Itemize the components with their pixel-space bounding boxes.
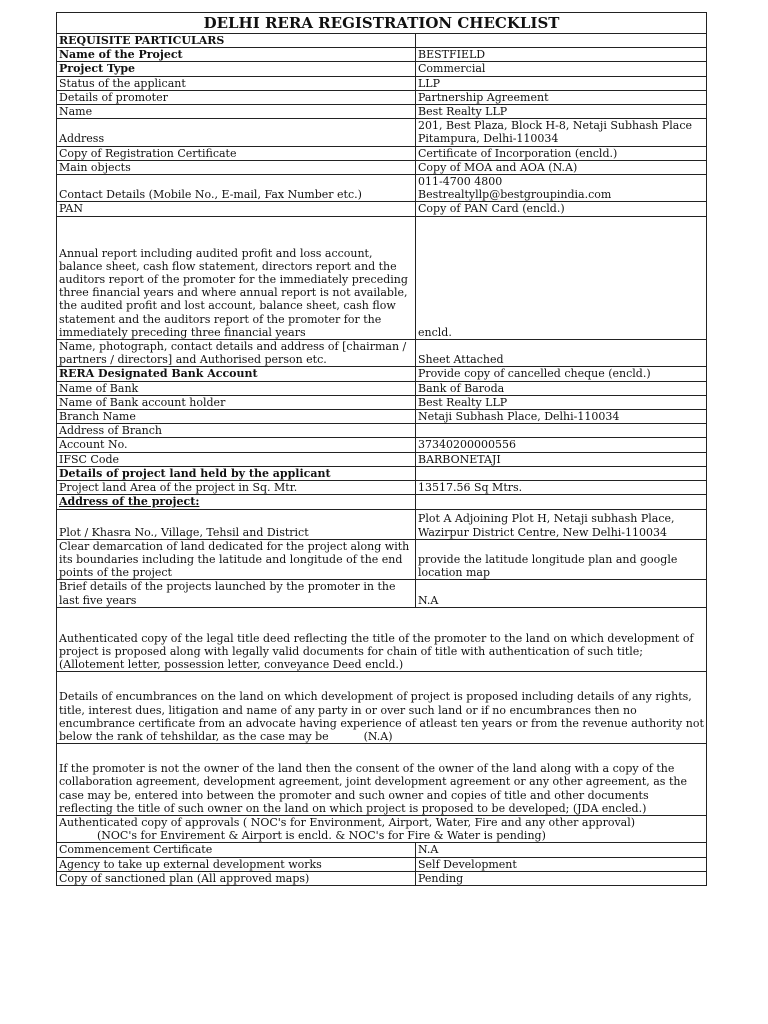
bottom-value: Self Development [416,857,707,871]
section-header: REQUISITE PARTICULARS [57,34,416,48]
address-value: 201, Best Plaza, Block H-8, Netaji Subhash Place Pitampura, Delhi-110034 [416,119,707,146]
pan-label: PAN [57,202,416,216]
annual-report-value: encld. [416,216,707,339]
bottom-label: Commencement Certificate [57,843,416,857]
demarcation-label: Clear demarcation of land dedicated for the project along with its boundaries including the latitude and longitude of the end points of the project [57,539,416,580]
contact-value [416,175,707,202]
contact-label: Contact Details (Mobile No., E-mail, Fax Number etc.) [57,175,416,202]
bank-header-label: RERA Designated Bank Account [57,367,416,381]
row-label: Status of the applicant [57,76,416,90]
row-value: Partnership Agreement [416,90,707,104]
checklist-sheet [56,12,706,886]
main-objects-label: Main objects [57,160,416,174]
checklist-table [56,12,707,886]
address-of-project-header: Address of the project: [57,495,416,509]
row-value: BESTFIELD [416,48,707,62]
land-area-label: Project land Area of the project in Sq. Mtr. [57,481,416,495]
bottom-value: N.A [416,843,707,857]
bank-value: 37340200000556 [416,438,707,452]
bottom-value: Pending [416,871,707,885]
row-value: Commercial [416,62,707,76]
demarcation-value: provide the latitude longitude plan and google location map [416,539,707,580]
brief-label: Brief details of the projects launched by the promoter in the last five years [57,580,416,607]
chairman-label: Name, photograph, contact details and address of [chairman / partners / directors] and Authorised person etc. [57,340,416,367]
brief-value: N.A [416,580,707,607]
bank-value: Netaji Subhash Place, Delhi-110034 [416,410,707,424]
consent-text: If the promoter is not the owner of the land then the consent of the owner of the land along with a copy of the collaboration agreement, development agreement, joint development agreement or any other agreement, as the case may be, entered into between the promoter and such owner and copies of title and other documents reflecting the title of such owner on the land on which project is proposed to be developed; (JDA encled.) [57,744,707,816]
approvals-line1: Authenticated copy of approvals ( NOC's for Environment, Airport, Water, Fire and any other approval) [59,815,636,829]
row-label: Details of promoter [57,90,416,104]
row-value: LLP [416,76,707,90]
row-value: Best Realty LLP [416,105,707,119]
land-header: Details of project land held by the applicant [57,466,416,480]
bank-value [416,424,707,438]
approvals-line2: (NOC's for Envirement & Airport is encld. & NOC's for Fire & Water is pending) [97,829,546,843]
bank-label: Address of Branch [57,424,416,438]
chairman-value: Sheet Attached [416,340,707,367]
pan-value: Copy of PAN Card (encld.) [416,202,707,216]
plot-value: Plot A Adjoining Plot H, Netaji subhash Place, Wazirpur District Centre, New Delhi-110034 [416,509,707,539]
main-objects-value: Copy of MOA and AOA (N.A) [416,160,707,174]
encumbrances-text: Details of encumbrances on the land on which development of project is proposed including details of any rights, title, interest dues, litigation and name of any party in or over such land or if no encumbrances then no encumbrance certificate from an advocate having experience of atleast ten years or from the revenue authority not below the rank of tehshildar, as the case may be (N.A) [57,672,707,744]
bottom-label: Agency to take up external development works [57,857,416,871]
row-label: Name of the Project [57,48,416,62]
bottom-label: Copy of sanctioned plan (All approved maps) [57,871,416,885]
bank-header-value: Provide copy of cancelled cheque (encld.) [416,367,707,381]
bank-value: BARBONETAJI [416,452,707,466]
contact-phone: 011-4700 4800 [418,175,503,189]
bank-label: Account No. [57,438,416,452]
reg-cert-label: Copy of Registration Certificate [57,146,416,160]
bank-label: Branch Name [57,410,416,424]
title-deed-text: Authenticated copy of the legal title deed reflecting the title of the promoter to the land on which development of project is proposed along with legally valid documents for chain of title with authentication of such title; (Allotement letter, possession letter, conveyance Deed encld.) [57,607,707,672]
contact-email: Bestrealtyllp@bestgroupindia.com [418,188,612,202]
bank-value: Best Realty LLP [416,395,707,409]
land-area-value: 13517.56 Sq Mtrs. [416,481,707,495]
row-label: Project Type [57,62,416,76]
approvals-cell [57,815,707,842]
annual-report-label: Annual report including audited profit and loss account, balance sheet, cash flow statement, directors report and the auditors report of the promoter for the immediately preceding three financial years and where annual report is not available, the audited profit and lost account, balance sheet, cash flow statement and the auditors report of the promoter for the immediately preceding three financial years [57,216,416,339]
bank-label: Name of Bank [57,381,416,395]
plot-label: Plot / Khasra No., Village, Tehsil and District [57,509,416,539]
document-title: DELHI RERA REGISTRATION CHECKLIST [57,13,707,34]
bank-label: IFSC Code [57,452,416,466]
bank-value: Bank of Baroda [416,381,707,395]
address-label: Address [57,119,416,146]
bank-label: Name of Bank account holder [57,395,416,409]
reg-cert-value: Certificate of Incorporation (encld.) [416,146,707,160]
row-label: Name [57,105,416,119]
